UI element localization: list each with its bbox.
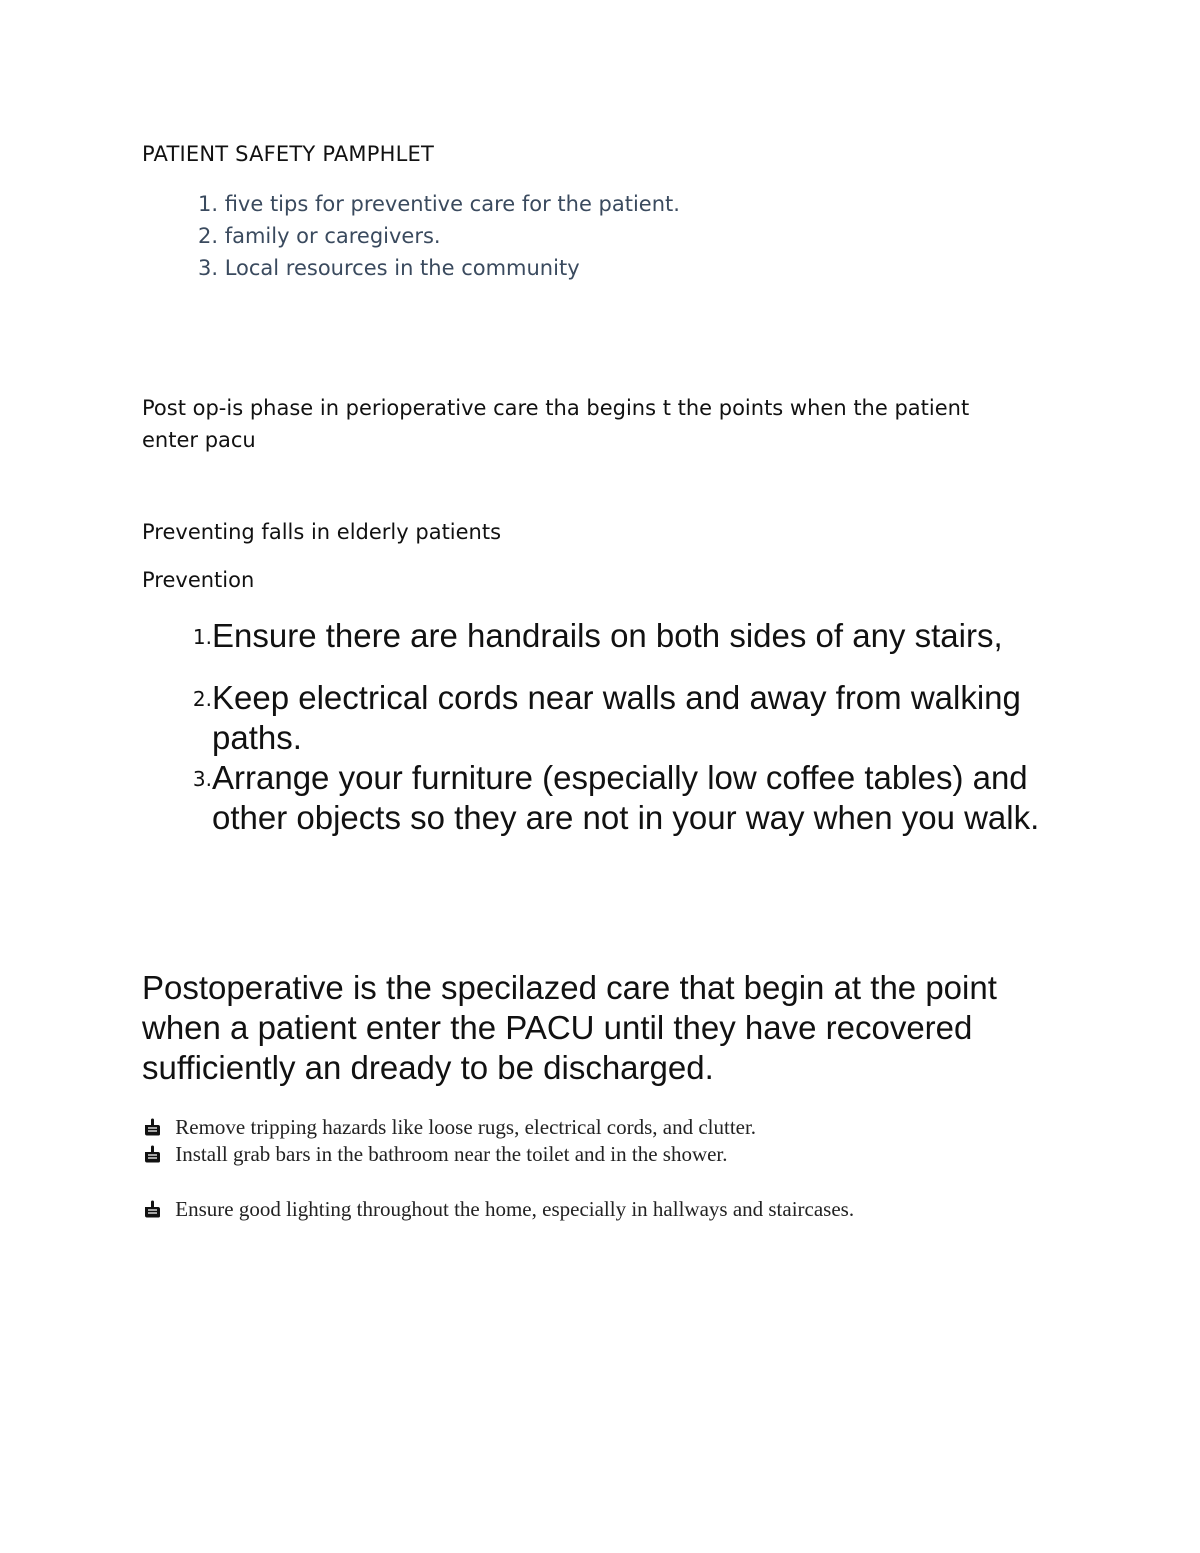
- list-text: Keep electrical cords near walls and away from walking paths.: [212, 679, 1021, 756]
- list-text: Arrange your furniture (especially low coffee tables) and other objects so they are not in your way when you walk.: [212, 759, 1040, 836]
- bullet-text: Install grab bars in the bathroom near the toilet and in the shower.: [175, 1142, 728, 1166]
- list-item: [142, 1196, 854, 1223]
- topics-list: [142, 188, 680, 284]
- list-item: [142, 1114, 854, 1141]
- list-item: [142, 1141, 854, 1168]
- safety-bullets: [142, 1114, 854, 1223]
- document-title: PATIENT SAFETY PAMPHLET: [142, 142, 434, 166]
- list-number: 2.: [192, 687, 212, 711]
- prevention-list: [142, 616, 1082, 838]
- list-number: 1.: [192, 625, 212, 649]
- list-number: 1.: [197, 192, 218, 216]
- pointing-hand-icon: [142, 1144, 162, 1164]
- list-text: family or caregivers.: [224, 224, 441, 248]
- list-text: Ensure there are handrails on both sides of any stairs,: [212, 617, 1003, 654]
- pointing-hand-icon: [142, 1199, 162, 1219]
- bullet-text: Ensure good lighting throughout the home, especially in hallways and staircases.: [175, 1197, 855, 1221]
- list-item: [142, 220, 680, 252]
- list-text: five tips for preventive care for the patient.: [224, 192, 680, 216]
- list-item: [142, 758, 1082, 838]
- prevention-heading: Prevention: [142, 568, 255, 592]
- pointing-hand-icon: [142, 1117, 162, 1137]
- postop-definition-long: Postoperative is the specilazed care that begin at the point when a patient enter the PACU until they have recovered sufficiently an dready to be discharged.: [142, 969, 997, 1086]
- list-item: [142, 616, 1082, 658]
- list-item: [142, 188, 680, 220]
- list-item: [142, 252, 680, 284]
- postop-definition-short: Post op-is phase in perioperative care tha begins t the points when the patient enter pacu: [142, 396, 970, 452]
- list-number: 2.: [197, 224, 218, 248]
- list-number: 3.: [197, 256, 218, 280]
- falls-heading: Preventing falls in elderly patients: [142, 520, 502, 544]
- list-item: [142, 678, 1082, 758]
- list-number: 3.: [192, 767, 212, 791]
- list-text: Local resources in the community: [224, 256, 580, 280]
- bullet-text: Remove tripping hazards like loose rugs, electrical cords, and clutter.: [175, 1115, 757, 1139]
